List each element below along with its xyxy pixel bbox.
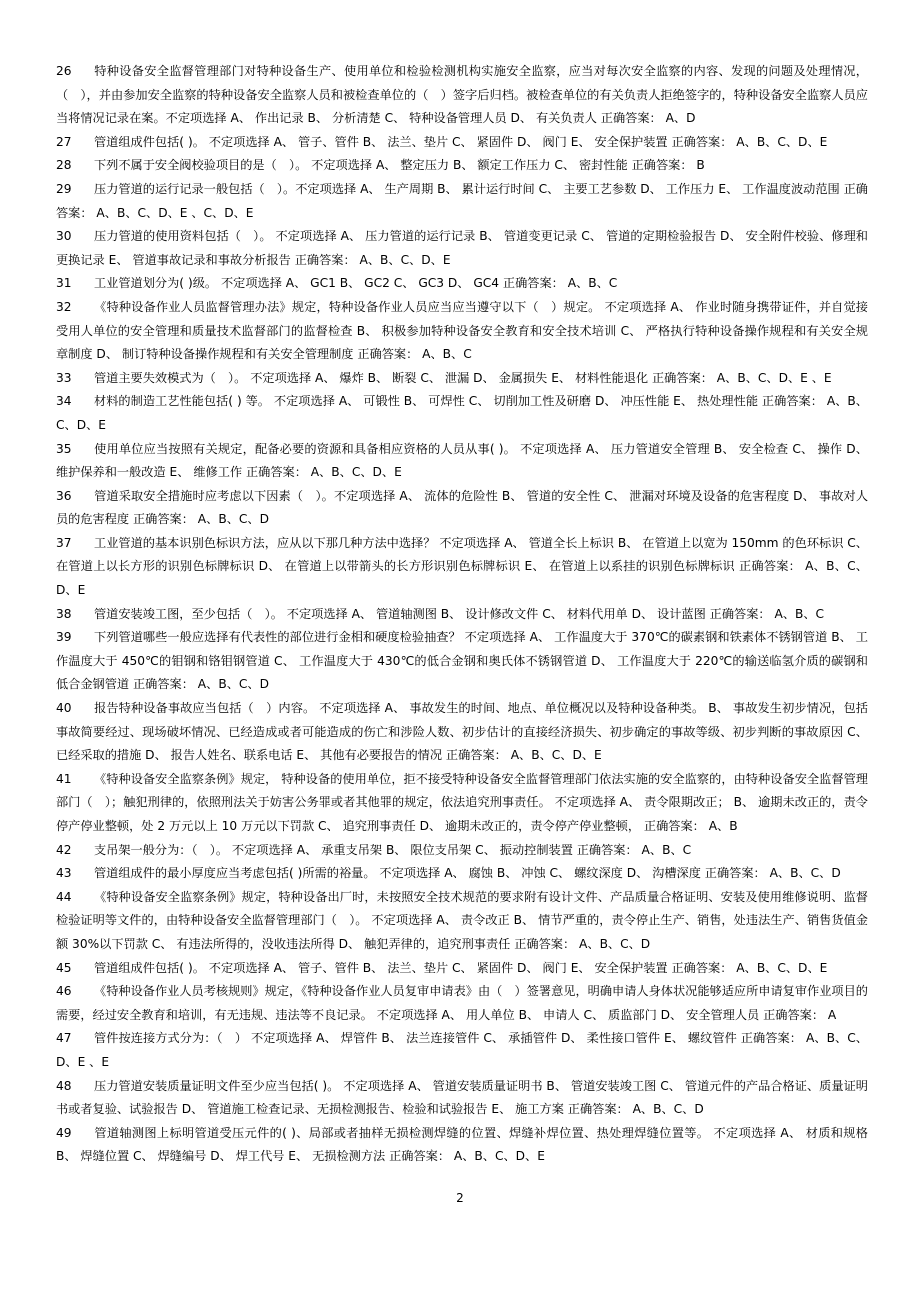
question-text: 《特种设备作业人员考核规则》规定，《特种设备作业人员复审申请表》由（ ）签署意见，明确申请人身体状况能够适应所申请复审作业项目的需要，经过安全教育和培训，有无违规、违法等不良记录。 不定项选择 A、 用人单位 B、 申请人 C、 质监部门 D、 安全管理人员 正确答案： A xyxy=(56,984,868,1022)
question-item xyxy=(56,839,868,863)
question-text: 管件按连接方式分为：（ ） 不定项选择 A、 焊管件 B、 法兰连接管件 C、 承插管件 D、 柔性接口管件 E、 螺纹管件 正确答案： A、B、C、D、E 、E xyxy=(56,1031,868,1069)
question-text: 管道主要失效模式为（ ）。 不定项选择 A、 爆炸 B、 断裂 C、 泄漏 D、 金属损失 E、 材料性能退化 正确答案： A、B、C、D、E 、E xyxy=(94,370,832,385)
question-number: 41 xyxy=(56,771,72,786)
question-number: 38 xyxy=(56,606,72,621)
question-item xyxy=(56,296,868,367)
question-item xyxy=(56,438,868,485)
question-item xyxy=(56,532,868,603)
question-item xyxy=(56,154,868,178)
question-item xyxy=(56,1122,868,1169)
page-number: 2 xyxy=(456,1191,464,1205)
question-item xyxy=(56,131,868,155)
question-item xyxy=(56,367,868,391)
question-item xyxy=(56,980,868,1027)
question-number: 44 xyxy=(56,889,72,904)
question-number: 39 xyxy=(56,630,72,645)
question-text: 压力管道的使用资料包括（ ）。 不定项选择 A、 压力管道的运行记录 B、 管道变更记录 C、 管道的定期检验报告 D、 安全附件校验、修理和更换记录 E、 管道事故记录和事故分析报告 正确答案： A、B、C、D、E xyxy=(56,229,868,267)
question-item xyxy=(56,957,868,981)
question-text: 材料的制造工艺性能包括( ) 等。 不定项选择 A、 可锻性 B、 可焊性 C、 切削加工性及研磨 D、 冲压性能 E、 热处理性能 正确答案： A、B、C、D、E xyxy=(56,394,868,432)
question-number: 31 xyxy=(56,276,72,291)
question-number: 37 xyxy=(56,535,72,550)
question-text: 管道组成件的最小厚度应当考虑包括( )所需的裕量。 不定项选择 A、 腐蚀 B、 冲蚀 C、 螺纹深度 D、 沟槽深度 正确答案： A、B、C、D xyxy=(94,866,841,881)
question-item xyxy=(56,178,868,225)
question-text: 压力管道的运行记录一般包括（ ）。不定项选择 A、 生产周期 B、 累计运行时间 C、 主要工艺参数 D、 工作压力 E、 工作温度波动范围 正确答案： A、B、C、D、E 、C、D、E xyxy=(56,181,868,220)
question-item xyxy=(56,272,868,296)
question-number: 36 xyxy=(56,488,72,503)
question-text: 特种设备安全监督管理部门对特种设备生产、使用单位和检验检测机构实施安全监察，应当对每次安全监察的内容、发现的问题及处理情况，（ ），并由参加安全监察的特种设备安全监察人员和被检查单位的（ ）签字后归档。被检查单位的有关负责人拒绝签字的，特种设备安全监察人员应当将情况记录在案。不定项选择 A、 作出记录 B、 分析清楚 C、 特种设备管理人员 D、 有关负责人 正确答案： A、D xyxy=(56,64,868,126)
question-item xyxy=(56,1075,868,1122)
question-number: 27 xyxy=(56,134,72,149)
question-text: 管道安装竣工图，至少包括（ ）。 不定项选择 A、 管道轴测图 B、 设计修改文件 C、 材料代用单 D、 设计蓝图 正确答案： A、B、C xyxy=(94,606,825,621)
question-text: 报告特种设备事故应当包括（ ）内容。 不定项选择 A、 事故发生的时间、地点、单位概况以及特种设备种类。 B、 事故发生初步情况，包括事故简要经过、现场破坏情况、已经造成或者可能造成的伤亡和涉险人数、初步估计的直接经济损失、初步确定的事故等级、初步判断的事故原因 C、 已经采取的措施 D、 报告人姓名、联系电话 E、 其他有必要报告的情况 正确答案： A、B、C、D、E xyxy=(56,701,868,763)
question-text: 管道组成件包括( )。 不定项选择 A、 管子、管件 B、 法兰、垫片 C、 紧固件 D、 阀门 E、 安全保护装置 正确答案： A、B、C、D、E xyxy=(94,960,828,975)
question-item xyxy=(56,390,868,437)
question-number: 49 xyxy=(56,1125,72,1140)
question-item xyxy=(56,225,868,272)
question-number: 26 xyxy=(56,64,72,78)
question-text: 使用单位应当按照有关规定，配备必要的资源和具备相应资格的人员从事( )。 不定项选择 A、 压力管道安全管理 B、 安全检查 C、 操作 D、 维护保养和一般改造 E、 维修工作 正确答案： A、B、C、D、E xyxy=(56,441,868,480)
question-number: 29 xyxy=(56,181,72,196)
question-item xyxy=(56,626,868,697)
question-text: 工业管道划分为( )级。 不定项选择 A、 GC1 B、 GC2 C、 GC3 D、 GC4 正确答案： A、B、C xyxy=(94,276,618,291)
question-text: 工业管道的基本识别色标识方法，应从以下那几种方法中选择？ 不定项选择 A、 管道全长上标识 B、 在管道上以宽为 150mm 的色环标识 C、 在管道上以长方形的识别色标牌标识 D、 在管道上以带箭头的长方形识别色标牌标识 E、 在管道上以系挂的识别色标牌标识 正确答案： A、B、C、D、E xyxy=(56,535,868,598)
question-number: 30 xyxy=(56,229,72,244)
question-text: 《特种设备安全监察条例》规定， 特种设备的使用单位，拒不接受特种设备安全监督管理部门依法实施的安全监察的，由特种设备安全监督管理部门（ ）；触犯刑律的，依照刑法关于妨害公务罪或者其他罪的规定，依法追究刑事责任。 不定项选择 A、 责令限期改正； B、 逾期未改正的，责令停产停业整顿，处 2 万元以上 10 万元以下罚款 C、 追究刑事责任 D、 逾期未改正的，责令停产停业整顿， 正确答案： A、B xyxy=(56,771,868,833)
question-item xyxy=(56,862,868,886)
question-item xyxy=(56,768,868,839)
question-item xyxy=(56,886,868,957)
question-number: 42 xyxy=(56,842,72,857)
question-number: 40 xyxy=(56,701,72,716)
question-text: 管道组成件包括( )。 不定项选择 A、 管子、管件 B、 法兰、垫片 C、 紧固件 D、 阀门 E、 安全保护装置 正确答案： A、B、C、D、E xyxy=(94,134,828,149)
question-text: 管道轴测图上标明管道受压元件的( )、局部或者抽样无损检测焊缝的位置、焊缝补焊位置、热处理焊缝位置等。 不定项选择 A、 材质和规格 B、 焊缝位置 C、 焊缝编号 D、 焊工代号 E、 无损检测方法 正确答案： A、B、C、D、E xyxy=(56,1125,868,1164)
question-text: 下列管道哪些一般应选择有代表性的部位进行金相和硬度检验抽查？ 不定项选择 A、 工作温度大于 370℃的碳素钢和铁素体不锈钢管道 B、 工作温度大于 450℃的钼钢和铬钼钢管道 C、 工作温度大于 430℃的低合金钢和奥氏体不锈钢管道 D、 工作温度大于 220℃的输送临氢介质的碳钢和低合金钢管道 正确答案： A、B、C、D xyxy=(56,630,868,692)
question-item xyxy=(56,603,868,627)
question-number: 28 xyxy=(56,158,72,173)
question-text: 压力管道安装质量证明文件至少应当包括( )。 不定项选择 A、 管道安装质量证明书 B、 管道安装竣工图 C、 管道元件的产品合格证、质量证明书或者复验、试验报告 D、 管道施工检查记录、无损检测报告、检验和试验报告 E、 施工方案 正确答案： A、B、C、D xyxy=(56,1078,868,1117)
question-text: 下列不属于安全阀校验项目的是（ ）。 不定项选择 A、 整定压力 B、 额定工作压力 C、 密封性能 正确答案： B xyxy=(94,158,705,173)
question-item xyxy=(56,485,868,532)
question-list xyxy=(56,60,868,1169)
question-number: 45 xyxy=(56,960,72,975)
question-number: 34 xyxy=(56,394,72,409)
question-text: 《特种设备安全监察条例》规定，特种设备出厂时，未按照安全技术规范的要求附有设计文件、产品质量合格证明、安装及使用维修说明、监督检验证明等文件的，由特种设备安全监督管理部门（ ）。 不定项选择 A、 责令改正 B、 情节严重的，责令停止生产、销售，处违法生产、销售货值金额 30%以下罚款 C、 有违法所得的，没收违法所得 D、 触犯弄律的，追究刑事责任 正确答案： A、B、C、D xyxy=(56,889,868,951)
question-number: 48 xyxy=(56,1078,72,1093)
question-number: 35 xyxy=(56,441,72,456)
question-item xyxy=(56,1027,868,1074)
question-number: 32 xyxy=(56,299,72,314)
question-text: 支吊架一般分为：（ ）。 不定项选择 A、 承重支吊架 B、 限位支吊架 C、 振动控制装置 正确答案： A、B、C xyxy=(94,842,692,857)
question-number: 43 xyxy=(56,866,72,881)
question-text: 《特种设备作业人员监督管理办法》规定，特种设备作业人员应当应当遵守以下（ ）规定。 不定项选择 A、 作业时随身携带证件，并自觉接受用人单位的安全管理和质量技术监督部门的监督检查 B、 积极参加特种设备安全教育和安全技术培训 C、 严格执行特种设备操作规程和有关安全规章制度 D、 制订特种设备操作规程和有关安全管理制度 正确答案： A、B、C xyxy=(56,299,868,362)
question-item xyxy=(56,60,868,131)
question-item xyxy=(56,697,868,768)
question-number: 33 xyxy=(56,370,72,385)
question-number: 47 xyxy=(56,1031,72,1046)
question-text: 管道采取安全措施时应考虑以下因素（ ）。不定项选择 A、 流体的危险性 B、 管道的安全性 C、 泄漏对环境及设备的危害程度 D、 事故对人员的危害程度 正确答案： A、B、C、D xyxy=(56,488,869,527)
question-number: 46 xyxy=(56,984,72,999)
